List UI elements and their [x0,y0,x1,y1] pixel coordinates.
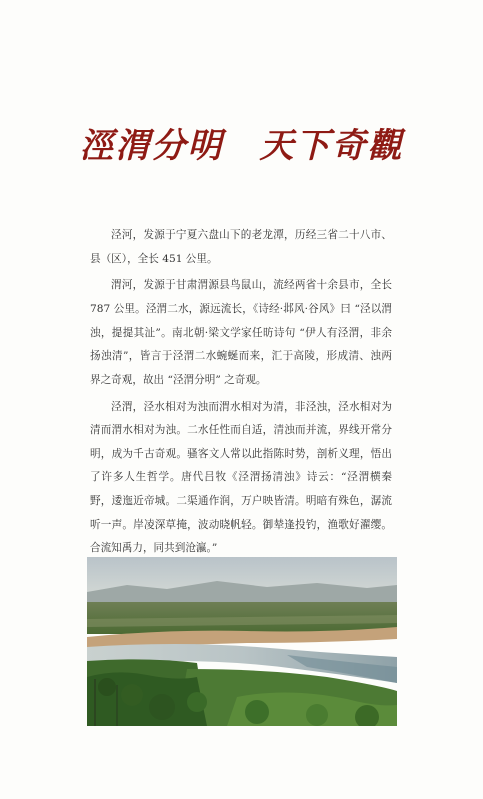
article-body [90,224,392,564]
paragraph-jing-wei-poem: 泾渭，泾水相对为浊而渭水相对为清，非泾浊，泾水相对为清而渭水相对为浊。二水任性而自适，清浊而并流，界线开常分明，成为千古奇观。骚客文人常以此指陈时势，剖析义理，悟出了许多人生哲学。唐代吕牧《泾渭扬清浊》诗云：“泾渭横秦野，逶迤近帝城。二渠通作润，万户映皆清。明暗有殊色，潺流听一声。岸凌深草掩，波动晓帆轻。御辇逢投钓，渔歌好濯缨。合流知禹力，同共到沧瀛。” [90,400,392,555]
page-title: 涇渭分明 天下奇觀 [79,126,404,166]
paragraph-wei-river: 渭河，发源于甘肃渭源县鸟鼠山，流经两省十余县市，全长 787 公里。泾渭二水，源远流长，《诗经·邶风·谷风》曰 “泾以渭浊，提提其沚”。南北朝·梁文学家任昉诗句 “伊人有泾渭，非余扬浊清”，皆言于泾渭二水蜿蜒而来，汇于高陵，形成清、浊两界之奇观，故出 “泾渭分明” 之奇观。 [90,279,392,386]
paragraph-jing-river: 泾河，发源于宁夏六盘山下的老龙潭，历经三省二十八市、县（区），全长 451 公里。 [90,229,392,265]
river-confluence-photo [87,557,397,726]
